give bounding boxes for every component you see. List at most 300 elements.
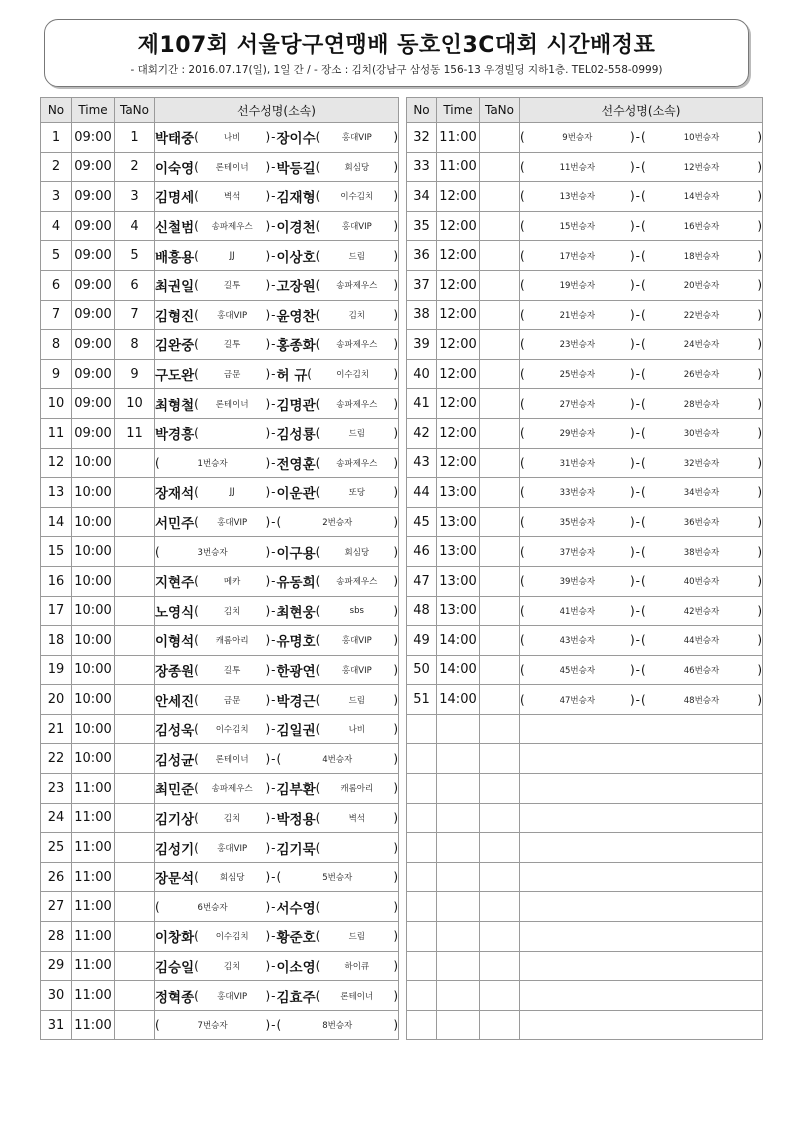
player-club: 41번승자 [559, 606, 596, 617]
match-pairing [155, 1018, 398, 1032]
player-club: 이수김치 [215, 725, 249, 736]
player-two [641, 189, 762, 203]
cell-players [520, 744, 763, 774]
vs-separator: - [271, 544, 276, 559]
paren-close: ) [629, 248, 635, 263]
paren-close: ) [393, 929, 398, 944]
col-header-time: Time [72, 98, 115, 123]
player-club: sbs [349, 605, 364, 616]
paren-open: ( [641, 692, 646, 707]
cell-time: 13:00 [437, 566, 480, 596]
table-row [41, 359, 399, 389]
player-two [641, 604, 762, 618]
player-name: 최형철 [155, 397, 195, 414]
player-name: 박태중 [155, 131, 195, 148]
paren-close: ) [757, 189, 762, 204]
player-club: 26번승자 [683, 370, 720, 381]
table-row [407, 211, 763, 241]
player-one [520, 426, 641, 440]
cell-no: 22 [41, 744, 72, 774]
schedule-table-left [40, 97, 399, 1040]
player-one [155, 275, 277, 295]
cell-time [437, 951, 480, 981]
paren-open: ( [641, 367, 646, 382]
player-club: 드림 [348, 932, 366, 943]
player-club: 드림 [348, 429, 366, 440]
cell-players [155, 152, 399, 182]
cell-players [155, 123, 399, 153]
table-row [407, 833, 763, 863]
player-club: 드림 [348, 695, 366, 706]
player-club: 벽석 [348, 813, 366, 824]
paren-open: ( [194, 662, 199, 677]
cell-time: 09:00 [72, 241, 115, 271]
player-two [277, 186, 399, 206]
cell-time: 12:00 [437, 270, 480, 300]
player-club: 나비 [223, 133, 241, 144]
player-one [155, 127, 277, 147]
paren-close: ) [265, 574, 271, 589]
cell-time [437, 774, 480, 804]
player-one [155, 808, 277, 828]
cell-no [407, 714, 437, 744]
player-one [520, 604, 641, 618]
table-header-row [41, 98, 399, 123]
cell-time: 12:00 [437, 448, 480, 478]
player-name: 박경흥 [155, 427, 195, 444]
paren-close: ) [393, 219, 398, 234]
player-two [641, 308, 762, 322]
player-two [277, 752, 399, 766]
cell-tano [480, 418, 520, 448]
table-row [407, 714, 763, 744]
match-pairing [520, 249, 762, 263]
player-club: 23번승자 [559, 340, 596, 351]
paren-close: ) [757, 426, 762, 441]
player-club: 43번승자 [559, 636, 596, 647]
cell-tano [480, 566, 520, 596]
table-row [41, 862, 399, 892]
cell-players [155, 418, 399, 448]
match-pairing [155, 867, 398, 887]
player-name: 이형석 [155, 634, 195, 651]
paren-close: ) [393, 248, 398, 263]
table-row [41, 892, 399, 922]
player-name: 이소영 [276, 959, 316, 976]
paren-close: ) [757, 574, 762, 589]
cell-players [520, 211, 763, 241]
paren-open: ( [155, 899, 160, 914]
player-club: 27번승자 [559, 399, 596, 410]
cell-tano [115, 507, 155, 537]
cell-players [520, 182, 763, 212]
cell-tano [480, 951, 520, 981]
cell-time [437, 981, 480, 1011]
cell-players [155, 241, 399, 271]
table-row [41, 123, 399, 153]
match-pairing [155, 394, 398, 414]
paren-close: ) [393, 751, 398, 766]
table-row [41, 448, 399, 478]
player-club: 홍대VIP [217, 518, 248, 529]
cell-time: 09:00 [72, 270, 115, 300]
paren-close: ) [265, 988, 271, 1003]
paren-open: ( [315, 455, 321, 470]
paren-open: ( [276, 1018, 282, 1033]
paren-close: ) [265, 929, 271, 944]
cell-players [520, 685, 763, 715]
cell-tano [480, 862, 520, 892]
match-pairing [520, 663, 762, 677]
cell-time [437, 833, 480, 863]
paren-close: ) [265, 278, 271, 293]
cell-tano [480, 448, 520, 478]
paren-open: ( [520, 603, 525, 618]
table-row [407, 389, 763, 419]
cell-tano: 10 [115, 389, 155, 419]
event-info: - 대회기간 : 2016.07.17(일), 1일 간 / - 장소 : 김치(강남구 삼성동 156-13 우경빌딩 지하1층. TEL02-558-0999) [130, 64, 663, 76]
match-pairing [520, 456, 762, 470]
paren-open: ( [194, 870, 199, 885]
player-one [155, 545, 277, 559]
paren-open: ( [194, 810, 199, 825]
cell-time: 10:00 [72, 685, 115, 715]
paren-open: ( [194, 485, 199, 500]
cell-tano [480, 152, 520, 182]
cell-no [407, 1010, 437, 1040]
cell-tano: 4 [115, 211, 155, 241]
match-pairing [520, 545, 762, 559]
player-name: 서수영 [276, 900, 316, 917]
cell-no: 35 [407, 211, 437, 241]
paren-open: ( [641, 337, 646, 352]
cell-tano [480, 981, 520, 1011]
table-row [41, 774, 399, 804]
paren-close: ) [757, 692, 762, 707]
match-pairing [155, 690, 398, 710]
paren-open: ( [520, 426, 525, 441]
cell-no [407, 744, 437, 774]
player-club: 나비 [348, 725, 366, 736]
cell-tano [115, 862, 155, 892]
player-club: 6번승자 [197, 902, 228, 913]
paren-open: ( [194, 781, 199, 796]
cell-players [520, 922, 763, 952]
paren-close: ) [757, 633, 762, 648]
table-row [41, 685, 399, 715]
player-name: 박정용 [276, 811, 316, 828]
cell-players [155, 626, 399, 656]
match-pairing [155, 305, 398, 325]
table-row [407, 270, 763, 300]
paren-close: ) [393, 633, 398, 648]
paren-close: ) [757, 278, 762, 293]
player-name: 김성욱 [155, 723, 195, 740]
player-club: 회심당 [344, 547, 370, 558]
paren-open: ( [520, 574, 525, 589]
cell-no: 47 [407, 566, 437, 596]
paren-close: ) [393, 1018, 398, 1033]
cell-time [437, 862, 480, 892]
table-row [41, 478, 399, 508]
cell-no: 49 [407, 626, 437, 656]
cell-players [520, 774, 763, 804]
cell-tano [480, 300, 520, 330]
cell-players [520, 1010, 763, 1040]
vs-separator: - [635, 544, 640, 559]
player-name: 유동희 [276, 575, 316, 592]
paren-open: ( [315, 248, 321, 263]
match-pairing [155, 956, 398, 976]
cell-time: 09:00 [72, 330, 115, 360]
table-row [41, 389, 399, 419]
player-club: 4번승자 [322, 754, 353, 765]
paren-open: ( [641, 307, 646, 322]
player-two [277, 216, 399, 236]
cell-tano [115, 922, 155, 952]
vs-separator: - [271, 337, 276, 352]
cell-no: 29 [41, 951, 72, 981]
player-name: 김승일 [155, 959, 195, 976]
player-name: 허 규 [276, 368, 308, 385]
cell-tano: 5 [115, 241, 155, 271]
player-club: 8번승자 [322, 1021, 353, 1032]
player-club: 22번승자 [683, 310, 720, 321]
paren-open: ( [641, 248, 646, 263]
player-one [155, 512, 277, 532]
paren-open: ( [315, 722, 321, 737]
player-one [155, 157, 277, 177]
cell-tano: 8 [115, 330, 155, 360]
player-one [520, 397, 641, 411]
paren-close: ) [265, 189, 271, 204]
paren-close: ) [629, 692, 635, 707]
vs-separator: - [635, 515, 640, 530]
player-two [277, 719, 399, 739]
paren-close: ) [393, 574, 398, 589]
player-one [155, 1018, 277, 1032]
cell-time: 14:00 [437, 685, 480, 715]
paren-close: ) [393, 278, 398, 293]
paren-close: ) [265, 810, 271, 825]
paren-close: ) [757, 544, 762, 559]
cell-no [407, 862, 437, 892]
paren-close: ) [629, 396, 635, 411]
paren-open: ( [641, 455, 646, 470]
paren-open: ( [315, 899, 321, 914]
cell-time: 09:00 [72, 123, 115, 153]
cell-tano [480, 241, 520, 271]
cell-tano [480, 389, 520, 419]
paren-open: ( [194, 189, 199, 204]
paren-open: ( [194, 159, 199, 174]
player-club: 김치 [223, 961, 241, 972]
paren-close: ) [629, 367, 635, 382]
cell-tano [480, 774, 520, 804]
player-two [277, 305, 399, 325]
table-row [407, 862, 763, 892]
paren-close: ) [393, 426, 398, 441]
player-two [641, 219, 762, 233]
player-name: 이상호 [276, 249, 316, 266]
paren-close: ) [265, 722, 271, 737]
table-row [41, 241, 399, 271]
cell-no: 38 [407, 300, 437, 330]
paren-close: ) [629, 574, 635, 589]
cell-time: 11:00 [72, 981, 115, 1011]
paren-open: ( [520, 337, 525, 352]
player-name: 신철범 [155, 220, 195, 237]
cell-players [520, 478, 763, 508]
player-one [520, 278, 641, 292]
cell-time: 11:00 [72, 951, 115, 981]
player-club: 송파제우스 [336, 399, 378, 410]
table-row [407, 922, 763, 952]
paren-close: ) [265, 603, 271, 618]
paren-close: ) [629, 426, 635, 441]
paren-close: ) [265, 426, 271, 441]
vs-separator: - [635, 426, 640, 441]
cell-no: 24 [41, 803, 72, 833]
paren-open: ( [315, 840, 321, 855]
player-club: 45번승자 [559, 665, 596, 676]
vs-separator: - [271, 692, 276, 707]
cell-tano [480, 803, 520, 833]
paren-close: ) [265, 958, 271, 973]
match-pairing [520, 485, 762, 499]
cell-tano [480, 892, 520, 922]
paren-open: ( [641, 426, 646, 441]
paren-close: ) [393, 722, 398, 737]
cell-tano [480, 359, 520, 389]
paren-open: ( [520, 278, 525, 293]
paren-close: ) [757, 337, 762, 352]
paren-close: ) [629, 633, 635, 648]
player-club: 20번승자 [683, 281, 720, 292]
player-club: 47번승자 [559, 695, 596, 706]
player-club: 이수김치 [340, 192, 374, 203]
paren-close: ) [265, 455, 271, 470]
player-two [277, 334, 399, 354]
player-name: 김성균 [155, 752, 195, 769]
player-one [520, 545, 641, 559]
player-club: 김치 [348, 310, 366, 321]
player-name: 박등길 [276, 160, 316, 177]
player-two [641, 397, 762, 411]
paren-close: ) [629, 544, 635, 559]
cell-no: 1 [41, 123, 72, 153]
paren-close: ) [265, 692, 271, 707]
cell-players [520, 626, 763, 656]
player-name: 이운관 [276, 486, 316, 503]
table-row [41, 803, 399, 833]
player-one [155, 186, 277, 206]
cell-no [407, 981, 437, 1011]
paren-close: ) [393, 159, 398, 174]
cell-no: 39 [407, 330, 437, 360]
table-row [407, 478, 763, 508]
paren-close: ) [757, 603, 762, 618]
paren-close: ) [393, 781, 398, 796]
cell-time: 14:00 [437, 626, 480, 656]
player-club: 홍대VIP [217, 991, 248, 1002]
player-club: 15번승자 [559, 222, 596, 233]
vs-separator: - [635, 189, 640, 204]
match-pairing [155, 601, 398, 621]
paren-open: ( [520, 485, 525, 500]
player-two [641, 545, 762, 559]
cell-tano: 1 [115, 123, 155, 153]
paren-close: ) [265, 662, 271, 677]
vs-separator: - [271, 515, 276, 530]
match-pairing [155, 334, 398, 354]
player-club: 1번승자 [197, 458, 228, 469]
paren-close: ) [629, 337, 635, 352]
cell-no: 50 [407, 655, 437, 685]
cell-players [155, 1010, 399, 1040]
match-pairing [155, 453, 398, 473]
player-club: 송파제우스 [336, 340, 378, 351]
player-name: 고장원 [276, 279, 316, 296]
player-club: 34번승자 [683, 488, 720, 499]
player-club: 17번승자 [559, 251, 596, 262]
vs-separator: - [635, 307, 640, 322]
cell-tano [115, 1010, 155, 1040]
vs-separator: - [635, 248, 640, 263]
player-club: 벽석 [223, 192, 241, 203]
cell-no: 25 [41, 833, 72, 863]
player-one [155, 838, 277, 858]
vs-separator: - [635, 633, 640, 648]
player-club: 송파제우스 [211, 222, 253, 233]
paren-open: ( [520, 248, 525, 263]
player-club: 33번승자 [559, 488, 596, 499]
cell-tano [115, 478, 155, 508]
paren-open: ( [641, 603, 646, 618]
player-club: 24번승자 [683, 340, 720, 351]
cell-time: 10:00 [72, 507, 115, 537]
match-pairing [520, 397, 762, 411]
cell-no: 27 [41, 892, 72, 922]
table-row [407, 537, 763, 567]
player-two [641, 367, 762, 381]
paren-close: ) [393, 367, 398, 382]
cell-no: 31 [41, 1010, 72, 1040]
match-pairing [155, 246, 398, 266]
player-name: 김효주 [276, 989, 316, 1006]
cell-players [155, 182, 399, 212]
paren-close: ) [393, 603, 398, 618]
player-one [520, 574, 641, 588]
table-row [41, 714, 399, 744]
table-row [41, 1010, 399, 1040]
paren-close: ) [265, 248, 271, 263]
cell-players [155, 330, 399, 360]
paren-close: ) [393, 396, 398, 411]
paren-open: ( [641, 396, 646, 411]
player-name: 안세진 [155, 693, 195, 710]
paren-close: ) [393, 515, 398, 530]
player-club: 31번승자 [559, 458, 596, 469]
vs-separator: - [635, 692, 640, 707]
match-pairing [155, 897, 398, 917]
paren-open: ( [155, 455, 160, 470]
player-club: 홍대VIP [341, 636, 372, 647]
paren-open: ( [315, 958, 321, 973]
paren-open: ( [194, 278, 199, 293]
player-club: 46번승자 [683, 665, 720, 676]
paren-close: ) [265, 337, 271, 352]
